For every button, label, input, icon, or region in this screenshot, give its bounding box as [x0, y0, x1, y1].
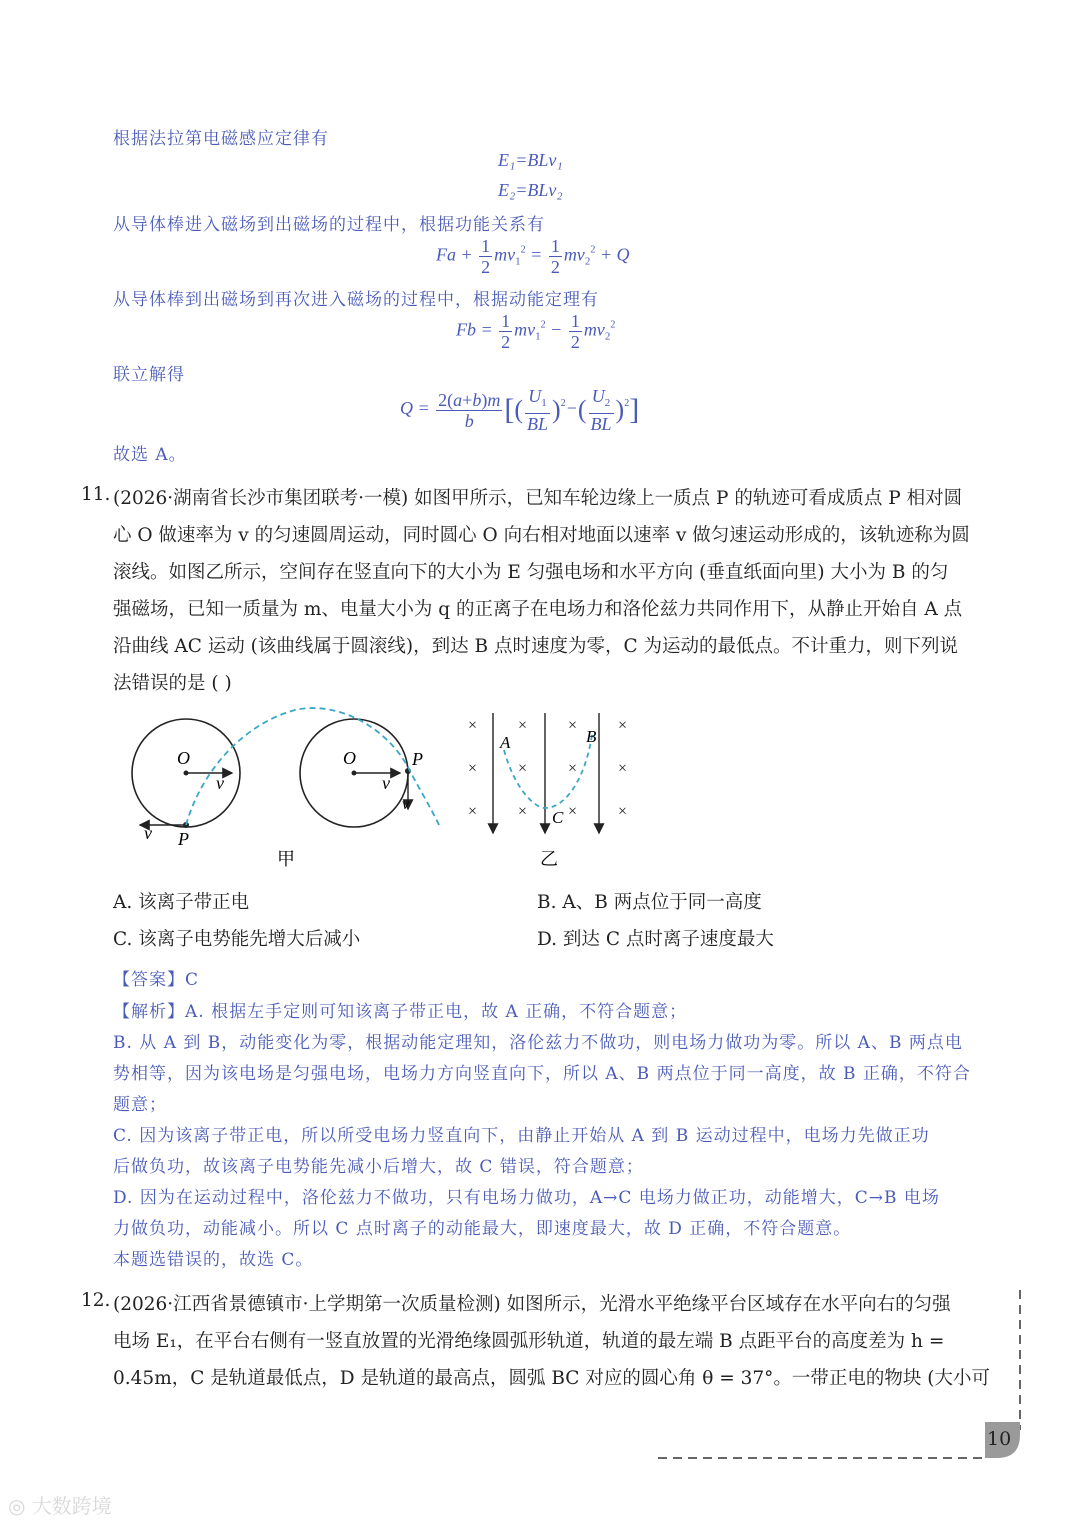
equation-e2: E₂=BLv₂: [498, 180, 563, 200]
q11-line-6: 法错误的是 ( ): [113, 673, 232, 694]
label-o-left: O: [177, 748, 190, 768]
analysis-line-5: C. 因为该离子带正电，所以所受电场力竖直向下，由静止开始从 A 到 B 运动过程中，电场力先做正功: [113, 1126, 930, 1146]
svg-text:×: ×: [468, 803, 478, 820]
equation-e1: E₁=BLv₁: [498, 150, 563, 170]
solution-energy-text: 从导体棒进入磁场到出磁场的过程中，根据功能关系有: [113, 215, 545, 235]
analysis-line-4: 题意；: [113, 1095, 167, 1115]
solution-combine-text: 联立解得: [113, 365, 185, 385]
q11-line-3: 滚线。如图乙所示，空间存在竖直向下的大小为 E 匀强电场和水平方向 (垂直纸面向里) 大小为 B 的匀: [113, 562, 949, 583]
svg-text:×: ×: [468, 717, 478, 734]
label-p-left: P: [178, 829, 189, 849]
q12-line-2: 电场 E₁，在平台右侧有一竖直放置的光滑绝缘圆弧形轨道，轨道的最左端 B 点距平台的高度差为 h =: [113, 1331, 945, 1352]
q12-line-1: (2026·江西省景德镇市·上学期第一次质量检测) 如图所示，光滑水平绝缘平台区域存在水平向右的匀强: [113, 1294, 951, 1315]
solution-conclusion: 故选 A。: [113, 445, 187, 465]
label-c: C: [552, 808, 564, 827]
option-b: B. A、B 两点位于同一高度: [537, 892, 762, 913]
watermark-logo: [8, 1490, 112, 1519]
analysis-line-7: D. 因为在运动过程中，洛伦兹力不做功，只有电场力做功，A→C 电场力做正功，动能增大，C→B 电场: [113, 1188, 940, 1208]
analysis-line-3: 势相等，因为该电场是匀强电场，电场力方向竖直向下，所以 A、B 两点位于同一高度，故 B 正确，不符合: [113, 1064, 971, 1084]
analysis-line-6: 后做负功，故该离子电势能先减小后增大，故 C 错误，符合题意；: [113, 1157, 644, 1177]
label-yi: 乙: [540, 849, 558, 870]
svg-text:×: ×: [568, 803, 578, 820]
svg-text:×: ×: [618, 803, 628, 820]
equation-heat: Q = $\frac{2(a+b)m}{b}$ [( $\frac{U_1}{BL}$ )$^2$−( $\frac{U_2}{BL}$ )$^2$]: [400, 386, 640, 434]
option-d: D. 到达 C 点时离子速度最大: [537, 929, 774, 950]
analysis-line-9: 本题选错误的，故选 C。: [113, 1250, 314, 1270]
page-frame-decoration: [650, 1290, 1030, 1470]
label-v-left-center: v: [216, 773, 224, 793]
label-a: A: [500, 733, 511, 752]
weibo-icon: ◎: [8, 1494, 26, 1518]
label-v-right-center: v: [382, 773, 390, 793]
label-v-left-bottom: v: [144, 823, 152, 843]
solution-intro: 根据法拉第电磁感应定律有: [113, 129, 329, 149]
field-crosses: [468, 717, 627, 820]
label-p-right: P: [412, 749, 423, 769]
equation-energy: Fa + $\frac{1}{2}$ $mv_1^2$ = $\frac{1}{2}$ $mv_2^2 + Q$: [436, 236, 630, 277]
q11-line-1: (2026·湖南省长沙市集团联考·一模) 如图甲所示，已知车轮边缘上一质点 P 的轨迹可看成质点 P 相对圆: [113, 488, 963, 509]
analysis-line-2: B. 从 A 到 B，动能变化为零，根据动能定理知，洛伦兹力不做功，则电场力做功为零。所以 A、B 两点电: [113, 1033, 963, 1053]
label-o-right: O: [343, 748, 356, 768]
svg-text:×: ×: [618, 760, 628, 777]
option-c: C. 该离子电势能先增大后减小: [113, 929, 361, 950]
svg-text:×: ×: [568, 760, 578, 777]
q12-number: 12.: [81, 1290, 111, 1311]
q11-line-2: 心 O 做速率为 v 的匀速圆周运动，同时圆心 O 向右相对地面以速率 v 做匀速运动形成的，该轨迹称为圆: [113, 525, 970, 546]
label-b: B: [586, 727, 597, 746]
q11-figure: [120, 705, 660, 875]
svg-text:×: ×: [518, 760, 528, 777]
option-a: A. 该离子带正电: [113, 892, 250, 913]
svg-text:×: ×: [568, 717, 578, 734]
q11-line-4: 强磁场，已知一质量为 m、电量大小为 q 的正离子在电场力和洛伦兹力共同作用下，从静止开始自 A 点: [113, 599, 963, 620]
q11-number: 11.: [81, 484, 111, 505]
svg-text:×: ×: [518, 717, 528, 734]
label-v-right-down: v: [402, 796, 410, 813]
svg-text:×: ×: [468, 760, 478, 777]
analysis-line-1: 【解析】A. 根据左手定则可知该离子带正电，故 A 正确，不符合题意；: [113, 1002, 688, 1022]
analysis-line-8: 力做负功，动能减小。所以 C 点时离子的动能最大，即速度最大，故 D 正确，不符合题意。: [113, 1219, 852, 1239]
equation-kinetic: Fb = $\frac{1}{2}$ $mv_1^2$ − $\frac{1}{2}$ $mv_2^2$: [456, 311, 616, 352]
label-jia: 甲: [277, 849, 295, 870]
q11-answer: 【答案】C: [113, 970, 200, 990]
solution-kinetic-text: 从导体棒到出磁场到再次进入磁场的过程中，根据动能定理有: [113, 290, 599, 310]
svg-text:×: ×: [518, 803, 528, 820]
q11-line-5: 沿曲线 AC 运动 (该曲线属于圆滚线)，到达 B 点时速度为零，C 为运动的最低点。不计重力，则下列说: [113, 636, 958, 657]
q12-line-3: 0.45m，C 是轨道最低点，D 是轨道的最高点，圆弧 BC 对应的圆心角 θ = 37°。一带正电的物块 (大小可: [113, 1368, 991, 1389]
page-number: 10: [987, 1428, 1012, 1450]
svg-text:×: ×: [618, 717, 628, 734]
watermark-text: 大数跨境: [31, 1494, 112, 1518]
